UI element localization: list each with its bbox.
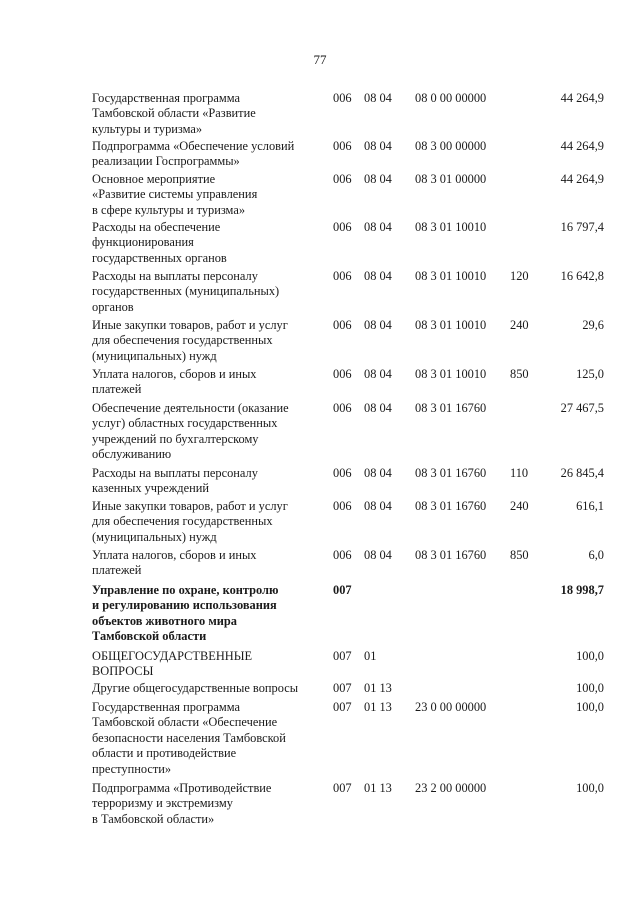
row-target-code: 08 3 01 00000 — [415, 172, 487, 186]
row-target-code: 08 0 00 00000 — [415, 91, 487, 105]
row-amount: 100,0 — [576, 649, 604, 663]
row-amount: 44 264,9 — [560, 139, 604, 153]
row-ved-code: 007 — [333, 700, 352, 714]
row-name: ОБЩЕГОСУДАРСТВЕННЫЕ ВОПРОСЫ — [92, 649, 253, 679]
row-target-code: 08 3 01 10010 — [415, 269, 487, 283]
row-section-code: 01 13 — [364, 781, 392, 795]
row-ved-code: 006 — [333, 466, 352, 480]
row-amount: 6,0 — [588, 548, 604, 562]
row-ved-code: 007 — [333, 781, 352, 795]
row-target-code: 08 3 01 10010 — [415, 318, 487, 332]
row-section-code: 01 — [364, 649, 377, 663]
row-name: Государственная программа Тамбовской области «Обеспечение безопасности населения Тамбовской области и противодействие преступности» — [92, 700, 286, 776]
row-name: Уплата налогов, сборов и иных платежей — [92, 548, 257, 578]
row-name: Обеспечение деятельности (оказание услуг) областных государственных учреждений по бухгалтерскому обслуживанию — [92, 401, 289, 462]
row-expense-type: 240 — [510, 318, 529, 332]
row-target-code: 08 3 01 10010 — [415, 220, 487, 234]
row-section-code: 08 04 — [364, 401, 392, 415]
row-expense-type: 240 — [510, 499, 529, 513]
row-ved-code: 006 — [333, 172, 352, 186]
row-ved-code: 006 — [333, 91, 352, 105]
row-ved-code: 006 — [333, 269, 352, 283]
row-target-code: 08 3 01 16760 — [415, 401, 487, 415]
row-amount: 125,0 — [576, 367, 604, 381]
row-name: Государственная программа Тамбовской области «Развитие культуры и туризма» — [92, 91, 256, 136]
row-ved-code: 006 — [333, 318, 352, 332]
row-section-code: 08 04 — [364, 466, 392, 480]
page-number: 77 — [313, 52, 327, 67]
row-target-code: 08 3 01 10010 — [415, 367, 487, 381]
row-ved-code: 006 — [333, 367, 352, 381]
row-section-code: 08 04 — [364, 139, 392, 153]
row-amount: 44 264,9 — [560, 172, 604, 186]
row-amount: 44 264,9 — [560, 91, 604, 105]
row-amount: 18 998,7 — [560, 583, 604, 597]
row-ved-code: 006 — [333, 548, 352, 562]
row-name: Подпрограмма «Противодействие терроризму и экстремизму в Тамбовской области» — [92, 781, 272, 826]
row-expense-type: 120 — [510, 269, 529, 283]
row-target-code: 08 3 00 00000 — [415, 139, 487, 153]
row-section-code: 08 04 — [364, 367, 392, 381]
row-amount: 100,0 — [576, 700, 604, 714]
row-section-code: 01 13 — [364, 700, 392, 714]
row-ved-code: 006 — [333, 401, 352, 415]
row-name: Расходы на выплаты персоналу государственных (муниципальных) органов — [92, 269, 280, 314]
row-amount: 29,6 — [582, 318, 604, 332]
row-expense-type: 850 — [510, 548, 529, 562]
row-section-code: 08 04 — [364, 172, 392, 186]
row-ved-code: 007 — [333, 649, 352, 663]
row-section-code: 08 04 — [364, 499, 392, 513]
row-section-code: 08 04 — [364, 318, 392, 332]
row-name: Подпрограмма «Обеспечение условий реализации Госпрограммы» — [92, 139, 295, 169]
row-ved-code: 006 — [333, 499, 352, 513]
row-section-code: 01 13 — [364, 681, 392, 695]
row-amount: 100,0 — [576, 681, 604, 695]
row-target-code: 23 2 00 00000 — [415, 781, 487, 795]
row-target-code: 08 3 01 16760 — [415, 466, 487, 480]
row-ved-code: 007 — [333, 681, 352, 695]
row-target-code: 08 3 01 16760 — [415, 548, 487, 562]
row-target-code: 08 3 01 16760 — [415, 499, 487, 513]
row-name: Расходы на выплаты персоналу казенных учреждений — [92, 466, 258, 496]
row-name: Уплата налогов, сборов и иных платежей — [92, 367, 257, 397]
row-amount: 26 845,4 — [560, 466, 604, 480]
row-amount: 16 642,8 — [560, 269, 604, 283]
row-expense-type: 850 — [510, 367, 529, 381]
row-ved-code: 007 — [333, 583, 352, 597]
row-amount: 616,1 — [576, 499, 604, 513]
row-name: Другие общегосударственные вопросы — [92, 681, 299, 695]
row-expense-type: 110 — [510, 466, 529, 480]
row-name: Основное мероприятие «Развитие системы управления в сфере культуры и туризма» — [92, 172, 258, 217]
row-name: Иные закупки товаров, работ и услуг для обеспечения государственных (муниципальных) нужд — [92, 318, 288, 363]
row-amount: 27 467,5 — [560, 401, 604, 415]
row-section-code: 08 04 — [364, 269, 392, 283]
row-ved-code: 006 — [333, 220, 352, 234]
row-section-code: 08 04 — [364, 220, 392, 234]
row-name: Управление по охране, контролю и регулированию использования объектов животного мира Тамбовской области — [92, 583, 279, 644]
row-target-code: 23 0 00 00000 — [415, 700, 487, 714]
row-name: Расходы на обеспечение функционирования государственных органов — [92, 220, 227, 265]
row-ved-code: 006 — [333, 139, 352, 153]
row-section-code: 08 04 — [364, 91, 392, 105]
row-section-code: 08 04 — [364, 548, 392, 562]
row-amount: 100,0 — [576, 781, 604, 795]
row-amount: 16 797,4 — [560, 220, 604, 234]
row-name: Иные закупки товаров, работ и услуг для обеспечения государственных (муниципальных) нужд — [92, 499, 288, 544]
